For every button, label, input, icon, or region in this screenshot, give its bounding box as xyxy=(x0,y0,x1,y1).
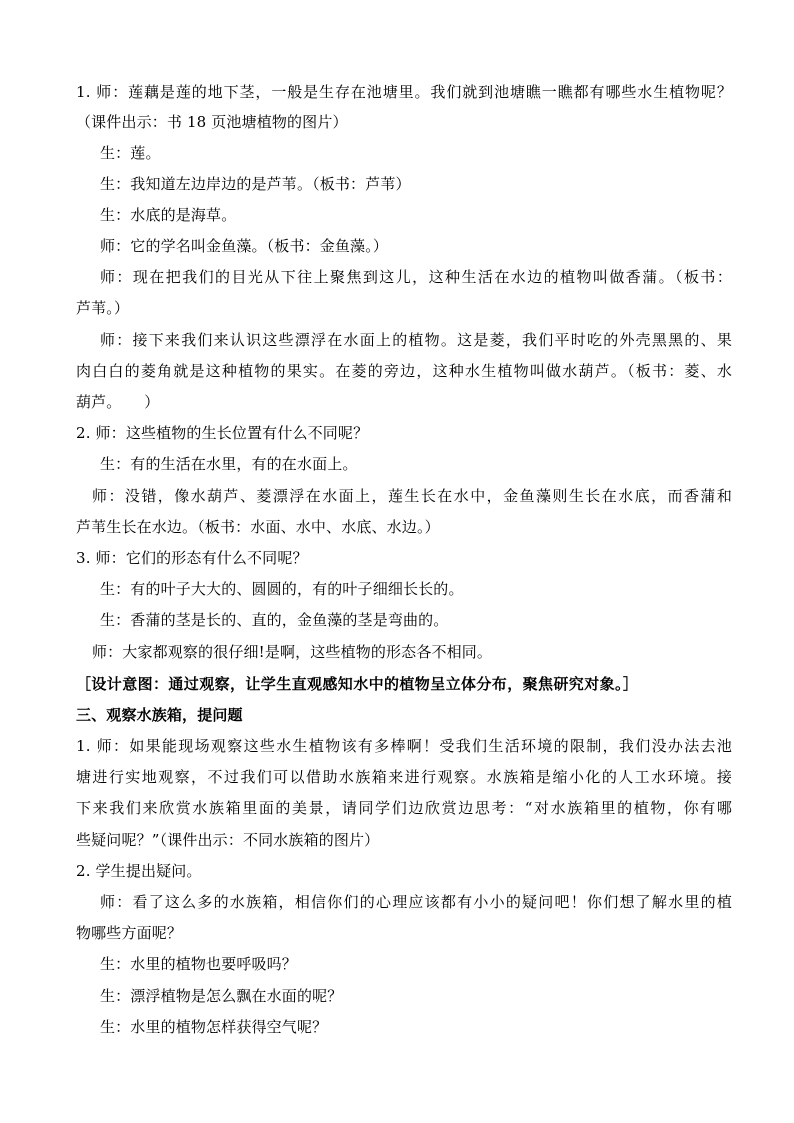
paragraph-line: 师：看了这么多的水族箱，相信你们的心理应该都有小小的疑问吧！你们想了解水里的植 xyxy=(100,893,732,911)
paragraph-line: 1. 师：莲藕是莲的地下茎，一般是生存在池塘里。我们就到池塘瞧一瞧都有哪些水生植物呢？ xyxy=(76,83,732,101)
paragraph-line: 下来我们来欣赏水族箱里面的美景，请同学们边欣赏边思考：“对水族箱里的植物，你有哪 xyxy=(76,799,732,817)
paragraph-line: 师：现在把我们的目光从下往上聚焦到这儿，这种生活在水边的植物叫做香蒲。（板书： xyxy=(100,268,732,286)
paragraph-line: 生：有的叶子大大的、圆圆的，有的叶子细细长长的。 xyxy=(100,580,464,598)
design-intent-note: ［设计意图：通过观察，让学生直观感知水中的植物呈立体分布，聚焦研究对象。］ xyxy=(76,675,639,693)
paragraph-line: 生：水里的植物怎样获得空气呢？ xyxy=(100,1018,328,1036)
paragraph-line: 2. 学生提出疑问。 xyxy=(76,862,202,880)
paragraph-line: 生：有的生活在水里，有的在水面上。 xyxy=(100,455,358,473)
paragraph-line: 生：水底的是海草。 xyxy=(100,206,237,224)
paragraph-line: 生：漂浮植物是怎么飘在水面的呢？ xyxy=(100,987,343,1005)
paragraph-line: 生：水里的植物也要呼吸吗？ xyxy=(100,955,297,973)
paragraph-line: 些疑问呢？”（课件出示：不同水族箱的图片） xyxy=(76,831,380,849)
paragraph-line: 师：接下来我们来认识这些漂浮在水面上的植物。这是菱，我们平时吃的外壳黑黑的、果 xyxy=(100,331,732,349)
paragraph-line: 生：香蒲的茎是长的、直的，金鱼藻的茎是弯曲的。 xyxy=(100,611,449,629)
paragraph-line: 生：莲。 xyxy=(100,144,161,162)
paragraph-line: 肉白白的菱角就是这种植物的果实。在菱的旁边，这种水生植物叫做水葫芦。（板书：菱、水 xyxy=(76,362,732,380)
paragraph-line: 2. 师：这些植物的生长位置有什么不同呢？ xyxy=(76,424,369,442)
paragraph-line: 3. 师：它们的形态有什么不同呢？ xyxy=(76,549,308,567)
paragraph-line: 师：它的学名叫金鱼藻。（板书：金鱼藻。） xyxy=(100,237,389,255)
paragraph-line: （课件出示：书 18 页池塘植物的图片） xyxy=(76,113,348,131)
paragraph-line: 芦苇生长在水边。（板书：水面、水中、水底、水边。） xyxy=(76,518,440,536)
paragraph-line: 物哪些方面呢？ xyxy=(76,924,183,942)
paragraph-line: 1. 师：如果能现场观察这些水生植物该有多棒啊！受我们生活环境的限制，我们没办法去池 xyxy=(76,737,732,755)
paragraph-line: 生：我知道左边岸边的是芦苇。（板书：芦苇） xyxy=(100,175,411,193)
paragraph-line: 葫芦。 ） xyxy=(76,393,160,411)
paragraph-line: 师：大家都观察的很仔细!是啊，这些植物的形态各不相同。 xyxy=(92,643,493,661)
paragraph-line: 塘进行实地观察，不过我们可以借助水族箱来进行观察。水族箱是缩小化的人工水环境。接 xyxy=(76,768,732,786)
section-heading: 三、观察水族箱，提问题 xyxy=(76,706,243,724)
paragraph-line: 芦苇。） xyxy=(76,299,130,317)
paragraph-line: 师：没错，像水葫芦、菱漂浮在水面上，莲生长在水中，金鱼藻则生长在水底，而香蒲和 xyxy=(92,487,732,505)
